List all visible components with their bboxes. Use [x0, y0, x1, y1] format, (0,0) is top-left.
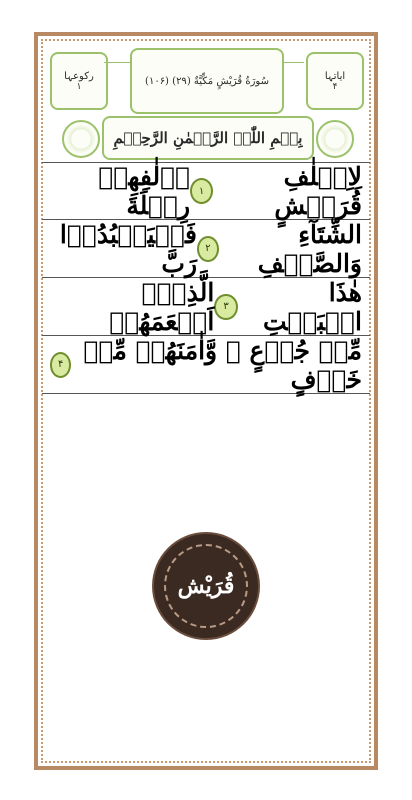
ayat-label: ایاتہا	[324, 70, 346, 82]
verse-text: لِاِيۡلٰفِ قُرَيۡشٍ	[274, 162, 362, 220]
ayat-count: ۴	[332, 81, 338, 92]
bismillah-text: بِسۡمِ اللّٰہِ الرَّحۡمٰنِ الرَّحِیۡمِ	[113, 129, 303, 147]
rosette-ornament-right	[316, 120, 354, 158]
verse-text: هٰذَا الۡبَيۡتِ	[262, 277, 362, 336]
verse-text: الَّذِىۡۤ اَطۡعَمَهُمۡ	[109, 277, 215, 336]
surah-header	[44, 42, 368, 160]
verse-line-2	[42, 220, 370, 278]
bismillah-box	[102, 116, 314, 160]
verse-text: مِّنۡ جُوۡعٍ ۙ وَّاٰمَنَهُمۡ مِّنۡ خَوۡفٍ	[83, 335, 362, 394]
verse-number-marker: ۳	[214, 294, 237, 320]
surah-title-box	[130, 48, 284, 114]
verse-line-3	[42, 278, 370, 336]
verse-text: الشِّتَآءِ وَالصَّيۡفِ	[257, 219, 362, 278]
verse-text: فَلۡيَعۡبُدُوۡا رَبَّ	[59, 219, 198, 278]
rosette-ornament-left	[62, 120, 100, 158]
ruku-count: ۱	[76, 81, 82, 92]
medallion-surah-name: قُرَيْش	[177, 573, 235, 599]
ruku-box	[50, 52, 108, 110]
verse-number-marker: ۴	[50, 352, 71, 378]
verse-line-1	[42, 162, 370, 220]
ayat-box	[306, 52, 364, 110]
ruku-label: رکوعہا	[64, 70, 94, 82]
surah-name-medallion	[154, 534, 258, 638]
verse-text: اٖلٰفِهِمۡ رِحۡلَةَ	[98, 162, 191, 220]
verse-number-marker: ۲	[197, 236, 219, 262]
verse-line-4	[42, 336, 370, 394]
verse-number-marker: ۱	[190, 178, 213, 204]
surah-title: (۱۰۶) سُورَةُ قُرَيْشٍ مَكِّيَّةٌ (۲۹)	[145, 75, 269, 87]
